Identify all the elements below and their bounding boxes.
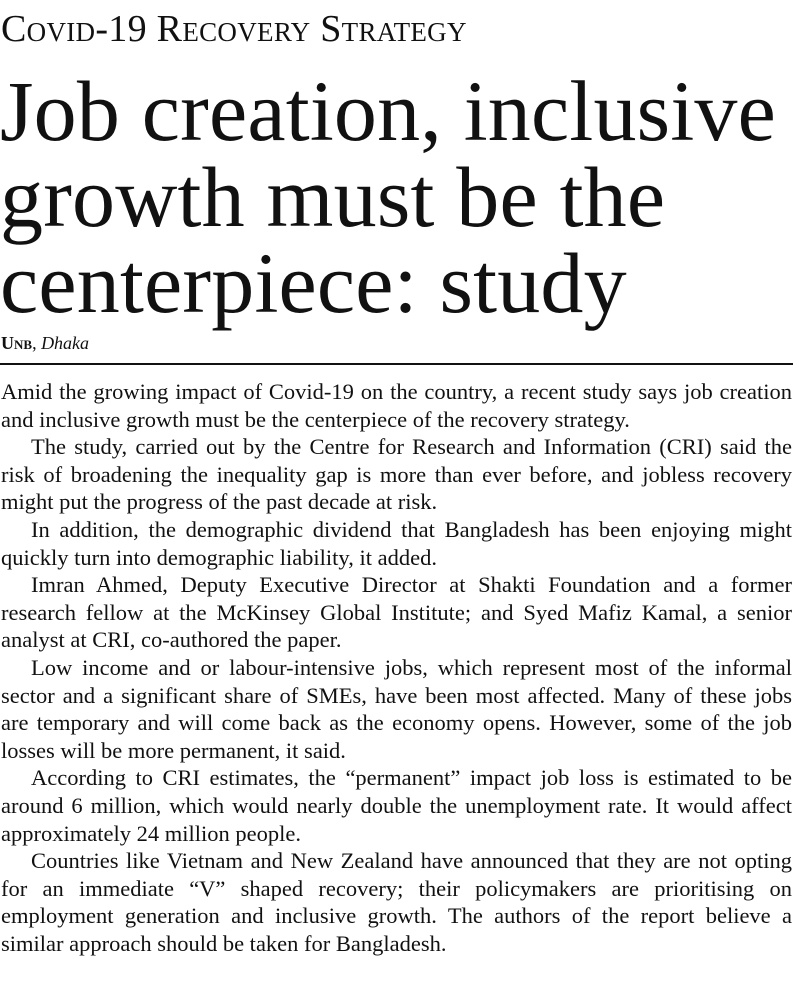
headline-line-3: centerpiece: study	[0, 235, 627, 331]
article-kicker: Covid-19 Recovery Strategy	[1, 8, 467, 50]
byline-separator: ,	[32, 333, 42, 353]
article-paragraph-6: According to CRI estimates, the “permanent” impact job loss is estimated to be around 6 million, which would nearly double the unemployment rate. It would affect approximately 24 million people.	[1, 765, 792, 846]
headline-line-1: Job creation, inclusive	[0, 63, 776, 159]
article-paragraph-7: Countries like Vietnam and New Zealand have announced that they are not opting for an immediate “V” shaped recovery; their policymakers are prioritising on employment generation and inclusive growth. The authors of the report believe a similar approach should be taken for Bangladesh.	[1, 848, 792, 956]
byline-divider	[0, 363, 793, 365]
article-paragraph-1: Amid the growing impact of Covid-19 on the country, a recent study says job creation and inclusive growth must be the centerpiece of the recovery strategy.	[1, 379, 792, 432]
article-paragraph-2: The study, carried out by the Centre for Research and Information (CRI) said the risk of broadening the inequality gap is more than ever before, and jobless recovery might put the progress of the past decade at risk.	[1, 434, 792, 515]
article-paragraph-5: Low income and or labour-intensive jobs, which represent most of the informal sector and a significant share of SMEs, have been most affected. Many of these jobs are temporary and will come back as the economy opens. However, some of the job losses will be more permanent, it said.	[1, 654, 792, 763]
headline-line-2: growth must be the	[0, 149, 666, 245]
byline-agency: Unb	[1, 333, 33, 353]
article-headline	[0, 63, 793, 331]
byline-place: Dhaka	[41, 333, 90, 353]
article-paragraph-4: Imran Ahmed, Deputy Executive Director at Shakti Foundation and a former research fellow at the McKinsey Global Institute; and Syed Mafiz Kamal, a senior analyst at CRI, co-authored the paper.	[1, 572, 792, 653]
article-byline	[1, 330, 89, 356]
article-body	[1, 378, 792, 957]
article-paragraph-3: In addition, the demographic dividend that Bangladesh has been enjoying might quickly turn into demographic liability, it added.	[1, 516, 792, 570]
